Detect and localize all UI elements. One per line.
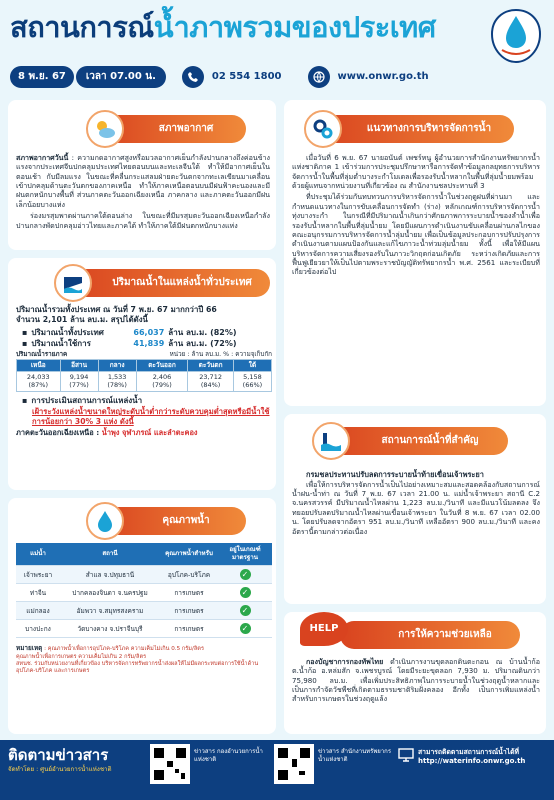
weather-lead: สภาพอากาศวันนี้ <box>16 153 69 162</box>
regional-volume-table <box>16 359 272 392</box>
management-header: แนวทางการบริหารจัดการน้ำ <box>314 115 514 143</box>
help-badge: HELP <box>300 612 348 646</box>
water-level-icon <box>312 422 350 460</box>
monitor-icon <box>398 748 414 762</box>
usable-volume-row: ▪ ปริมาณน้ำใช้การ 41,839 ล้าน ลบ.ม. (72%) <box>22 339 237 349</box>
check-icon: ✓ <box>240 605 251 616</box>
assessment-warning: เฝ้าระวังแหล่งน้ำขนาดใหญ่ระดับน้ำต่ำกว่าระดับควบคุมต่ำสุดหรือมีน้ำใช้การน้อยกว่า 30% 3 แห่ง ดังนี้ <box>32 407 270 427</box>
check-icon: ✓ <box>240 587 251 598</box>
region-value: 9,194 (77%) <box>60 371 98 391</box>
table-row: ท่าจีน ปากคลองจินดา จ.นครปฐม การเกษตร ✓ <box>16 584 272 602</box>
region-header: กลาง <box>98 359 136 371</box>
quality-col-station: สถานี <box>60 543 160 566</box>
dam-icon <box>54 264 92 302</box>
weather-paragraph-1: สภาพอากาศวันนี้ : ความกดอากาศสูงหรือมวลอากาศเย็นกำลังปานกลางถึงค่อนข้างแรงจากประเทศจีนปกคลุมประเทศไทยตอนบนและทะเลจีนใต้ ทำให้มีอากาศเย็นในตอนเช้า กับมีลมแรง ในขณะที่คลื่นกระแสลมฝ่ายตะวันตกจากทะเลเขียนมาเคลื่อนเข้าปกคลุมด้านตะวันตกของภาคเหนือ ทำให้ภาคเหนือตอนบนมีฝนฟ้าคะนองและมีฝนตกหนักบางพื้นที่ ส่วนภาคตะวันออกเฉียงเหนือ ภาคกลาง และภาคตะวันออกมีฝนเล็กน้อยบางแห่ง <box>16 153 270 209</box>
date-badge: 8 พ.ย. 67 <box>10 66 74 88</box>
page-title: สถานการณ์น้ำภาพรวมของประเทศ <box>10 10 436 44</box>
phone-icon <box>182 66 204 88</box>
total-volume-value: 66,037 <box>133 327 165 337</box>
credit-text: จัดทำโดย : ศูนย์อำนวยการน้ำแห่งชาติ <box>8 765 112 773</box>
quality-col-standard: อยู่ในเกณฑ์มาตรฐาน <box>218 543 272 566</box>
help-lead: กองบัญชาการกองทัพไทย <box>306 657 384 666</box>
region-value: 5,158 (66%) <box>233 371 271 391</box>
region-header: ตะวันออก <box>136 359 188 371</box>
help-paragraph: กองบัญชาการกองทัพไทย ดำเนินการงานขุดลอกดินตะกอน ณ บ้านน้ำก้อ ต.น้ำก้อ อ.หล่มสัก จ.เพชรบูรณ์ โดยมีระยะขุดลอก 7,930 ม. ปริมาณดินกว่า 75,980 ลบ.ม. เพื่อเพิ่มประสิทธิภาพในการระบายน้ำในช่วงฤดูน้ำหลากและเป็นการกำจัดวัชพืชที่เกิดตามธรรมชาติริมฝั่งคลอง อีกทั้ง เป็นการเพิ่มแหล่งน้ำสำหรับการเกษตรในช่วงฤดูแล้ง <box>292 657 540 704</box>
region-value: 24,033 (87%) <box>17 371 61 391</box>
qr-2-caption: ข่าวสาร สำนักงานทรัพยากรน้ำแห่งชาติ <box>318 748 392 763</box>
reservoir-summary-1: ปริมาณน้ำรวมทั้งประเทศ ณ วันที่ 7 พ.ย. 67 มากกว่าปี 66 <box>16 305 217 314</box>
gears-icon <box>304 110 342 148</box>
quality-col-river: แม่น้ำ <box>16 543 60 566</box>
globe-icon <box>308 66 330 88</box>
region-header: เหนือ <box>17 359 61 371</box>
region-header: ตะวันตก <box>188 359 234 371</box>
time-badge: เวลา 07.00 น. <box>76 66 166 88</box>
follow-news-label: ติดตามข่าวสาร <box>8 746 109 764</box>
situation-header: สถานการณ์น้ำที่สำคัญ <box>322 427 508 455</box>
water-drop-icon <box>86 502 124 540</box>
region-value: 2,406 (79%) <box>136 371 188 391</box>
weather-paragraph-2: ร่องมรสุมพาดผ่านภาคใต้ตอนล่าง ในขณะที่มีมรสุมตะวันออกเฉียงเหนือกำลังปานกลางพัดปกคลุมอ่าวไทยและภาคใต้ ทำให้ภาคใต้มีฝนตกหนักบางแห่ง <box>16 211 270 230</box>
assessment-heading: ▪ การประเมินสถานการณ์แหล่งน้ำ <box>22 395 143 405</box>
regional-table-unit: หน่วย : ล้าน ลบ.ม. % : ความจุเก็บกัก <box>169 350 272 358</box>
onwr-logo <box>488 6 544 66</box>
table-row: บางปะกง วัดบางคาง จ.ปราจีนบุรี การเกษตร ✓ <box>16 620 272 638</box>
management-paragraph-1: เมื่อวันที่ 6 พ.ย. 67 นายอนันต์ เพชร์หนู ผู้อำนวยการสำนักงานทรัพยากรน้ำแห่งชาติภาค 1 เข้าร่วมการประชุมปรึกษาหารือการจัดทำข้อมูลกลยุทธการบริหารจัดการน้ำในพื้นที่ลุ่มต่ำบางระกำโมเดลเพื่อรองรับน้ำหลากในพื้นที่ลุ่มน้ำยมพร้อมด้วยผู้แทนจากหน่วยงานที่เกี่ยวข้อง ณ สำนักงานชลประทานที่ 3 <box>292 153 540 191</box>
region-header: อีสาน <box>60 359 98 371</box>
website-link[interactable]: www.onwr.go.th <box>337 71 429 83</box>
reservoir-header: ปริมาณน้ำในแหล่งน้ำทั่วประเทศ <box>64 269 270 297</box>
help-header: การให้ความช่วยเหลือ <box>340 621 520 649</box>
situation-paragraph: เพื่อให้การบริหารจัดการน้ำเป็นไปอย่างเหมาะสมและสอดคล้องกับสถานการณ์น้ำฝน-น้ำท่า ณ วันที่ 7 พ.ย. 67 เวลา 21.00 น. แม่น้ำเจ้าพระยา สถานี C.2 จ.นครสวรรค์ มีปริมาณน้ำไหลผ่าน 1,223 ลบ.ม./วินาที และมีแนวโน้มลดลง จึงทยอยปรับลดปริมาณน้ำไหลผ่านเขื่อนเจ้าพระยา ในวันที่ 8 พ.ย. 67 เวลา 02.00 น. โดยปรับลดจากอัตรา 951 ลบ.ม./วินาที เหลืออัตรา 900 ลบ.ม./วินาที และคงอัตรานี้ตามกล่าวต่อเนื่อง <box>292 479 541 536</box>
check-icon: ✓ <box>240 623 251 634</box>
quality-col-use: คุณภาพน้ำสำหรับ <box>160 543 218 566</box>
water-quality-header: คุณภาพน้ำ <box>96 507 246 535</box>
situation-lead: กรมชลประทานปรับลดการระบายน้ำท้ายเขื่อนเจ้าพระยา <box>306 470 484 479</box>
total-volume-row: ▪ ปริมาณน้ำทั้งประเทศ 66,037 ล้าน ลบ.ม. (82%) <box>22 327 237 337</box>
assessment-region: ภาคตะวันออกเฉียงเหนือ : <box>16 427 102 437</box>
table-row: เจ้าพระยา สำแล จ.ปทุมธานี อุปโภค-บริโภค ✓ <box>16 566 272 584</box>
water-quality-table <box>16 543 272 638</box>
weather-header: สภาพอากาศ <box>96 115 246 143</box>
waterinfo-link[interactable]: http://waterinfo.onwr.go.th <box>418 756 526 765</box>
qr-code-1[interactable] <box>150 744 190 784</box>
region-value: 23,712 (84%) <box>188 371 234 391</box>
region-value: 1,533 (78%) <box>98 371 136 391</box>
qr-1-caption: ข่าวสาร กองอำนวยการน้ำแห่งชาติ <box>194 748 263 763</box>
more-info-label: สามารถติดตามสถานการณ์น้ำได้ที่ <box>418 748 519 756</box>
table-row: แม่กลอง อัมพวา จ.สมุทรสงคราม การเกษตร ✓ <box>16 602 272 620</box>
reservoir-summary-2: จำนวน 2,101 ล้าน ลบ.ม. สรุปได้ดังนี้ <box>16 315 148 325</box>
phone-number[interactable]: 02 554 1800 <box>211 71 282 83</box>
qr-code-2[interactable] <box>274 744 314 784</box>
check-icon: ✓ <box>240 569 251 580</box>
usable-volume-value: 41,839 <box>133 339 165 349</box>
region-header: ใต้ <box>233 359 271 371</box>
sun-cloud-icon <box>86 110 124 148</box>
assessment-list: น้ำพุง จุฬาภรณ์ และลำตะคอง <box>101 427 198 437</box>
regional-table-caption: ปริมาณน้ำรายภาค <box>16 350 68 358</box>
quality-notes: หมายเหตุ : คุณภาพน้ำเพื่อการอุปโภค-บริโภค ความเค็มไม่เกิน 0.5 กรัม/ลิตร คุณภาพน้ำเพื่อการเกษตร ความเค็มไม่เกิน 2 กรัม/ลิตร สทนช. ร่วมกับหน่วยงานที่เกี่ยวข้อง บริหารจัดการทรัพยากรน้ำส่งผลให้ไม่มีผลกระทบต่อการใช้น้ำด้านอุปโภค-บริโภค และการเกษตร <box>16 644 259 675</box>
management-paragraph-2: ที่ประชุมได้ร่วมกันทบทวนการบริหารจัดการน้ำในช่วงฤดูฝนที่ผ่านมา และกำหนดแนวทางในการขับเคลื่อนการจัดทำ (ร่าง) หลักเกณฑ์การบริหารจัดการน้ำทุ่งบางระกำ ในกรณีที่มีปริมาณน้ำเกินกว่าศักยภาพการระบายน้ำของลำน้ำเพื่อรองรับน้ำหลากในพื้นที่ลุ่มน้ำยม โดยมีแผนการดำเนินงานขับเคลื่อนผ่านกลไกของคณะอนุกรรมการบริหารจัดการน้ำลุ่มน้ำยม เพื่อเป็นข้อมูลประกอบการปรับปรุงการดำเนินงานตามแผนป้องกันและแก้ไขภาวะน้ำท่วมลุ่มน้ำยม ทั้งนี้ เพื่อให้มีแผนบริหารจัดการความเสี่ยงรองรับในภาวะวิกฤตก่อนเกิดภัย ระหว่างเกิดภัยและการฟื้นฟูเยียวยาให้เป็นไปตามพระราชบัญญัติทรัพยากรน้ำ พ.ศ. 2561 และระเบียบที่เกี่ยวข้องต่อไป <box>292 192 540 277</box>
